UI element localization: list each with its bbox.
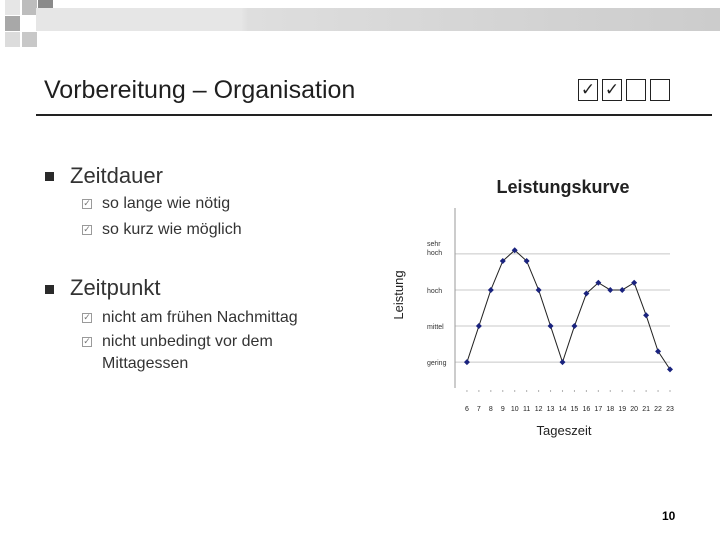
data-point	[619, 287, 625, 293]
deco-square	[22, 0, 37, 15]
x-tick	[478, 390, 479, 391]
x-tick-label: 18	[606, 406, 615, 413]
x-tick-label: 23	[666, 406, 674, 413]
x-axis-label: Tageszeit	[536, 423, 592, 438]
x-tick-label: 16	[582, 406, 591, 413]
data-point	[607, 287, 613, 293]
x-tick-label: 19	[618, 406, 627, 413]
data-point	[488, 287, 494, 293]
x-tick	[622, 390, 623, 391]
leistungskurve-chart	[380, 165, 700, 445]
data-point	[631, 280, 637, 286]
checkbox-checked-icon[interactable]: ✓	[602, 79, 622, 101]
square-bullet-icon	[45, 172, 54, 181]
x-tick	[657, 390, 658, 391]
deco-square	[5, 16, 20, 31]
x-tick	[669, 390, 670, 391]
checkbox-empty-icon[interactable]	[650, 79, 670, 101]
x-tick	[526, 390, 527, 391]
data-point	[536, 287, 542, 293]
chart-title: Leistungskurve	[496, 177, 630, 197]
data-point	[571, 323, 577, 329]
sub-bullet-text: so lange wie nötig	[102, 195, 231, 212]
x-tick-label: 22	[654, 406, 662, 413]
data-point	[476, 323, 482, 329]
checkbox-bullet-icon: ✓	[83, 199, 91, 209]
deco-square	[22, 32, 37, 47]
data-point	[667, 366, 673, 372]
x-tick-label: 6	[464, 406, 469, 413]
page-number: 10	[662, 509, 676, 523]
x-tick	[586, 390, 587, 391]
deco-square	[22, 16, 37, 31]
x-tick-label: 14	[558, 406, 567, 413]
title-divider	[36, 114, 712, 116]
x-tick-label: 8	[488, 406, 493, 413]
bullet-zeitdauer: Zeitdauer	[70, 163, 163, 188]
x-tick-label: 17	[594, 406, 603, 413]
y-level-label: hoch	[427, 287, 443, 295]
x-tick-label: 20	[630, 406, 639, 413]
x-tick	[574, 390, 575, 391]
x-tick-label: 13	[546, 406, 555, 413]
checkbox-group	[578, 79, 670, 101]
x-tick	[466, 390, 467, 391]
deco-square	[5, 32, 20, 47]
x-tick-label: 7	[476, 406, 481, 413]
x-tick-label: 9	[500, 406, 505, 413]
sub-bullet-text: nicht unbedingt vor dem Mittagessen	[102, 333, 273, 372]
deco-square	[5, 0, 20, 15]
x-tick-label: 11	[523, 406, 531, 413]
x-tick-label: 15	[570, 406, 579, 413]
data-point	[643, 312, 649, 318]
x-tick	[598, 390, 599, 391]
data-point	[655, 348, 661, 354]
header-band	[36, 8, 720, 31]
checkbox-bullet-icon: ✓	[83, 337, 91, 347]
x-tick	[562, 390, 563, 391]
y-axis-label: Leistung	[391, 270, 406, 320]
checkbox-bullet-icon: ✓	[83, 313, 91, 323]
x-tick	[538, 390, 539, 391]
data-point	[464, 359, 470, 365]
x-tick	[610, 390, 611, 391]
x-tick	[490, 390, 491, 391]
y-level-label: sehr hoch	[427, 240, 443, 257]
slide-title: Vorbereitung – Organisation	[44, 76, 356, 104]
x-tick	[646, 390, 647, 391]
checkbox-bullet-icon: ✓	[83, 225, 91, 235]
x-tick	[550, 390, 551, 391]
data-point	[548, 323, 554, 329]
bullet-zeitpunkt: Zeitpunkt	[70, 275, 161, 300]
y-level-label: mittel	[427, 324, 444, 332]
x-tick-label: 21	[642, 406, 651, 413]
sub-bullet-text: nicht am frühen Nachmittag	[102, 309, 298, 326]
x-tick	[502, 390, 503, 391]
square-bullet-icon	[45, 285, 54, 294]
checkbox-empty-icon[interactable]	[626, 79, 646, 101]
sub-bullet-text: so kurz wie möglich	[102, 221, 242, 238]
checkbox-checked-icon[interactable]: ✓	[578, 79, 598, 101]
y-level-label: gering	[427, 360, 447, 368]
x-tick	[634, 390, 635, 391]
data-point	[560, 359, 566, 365]
x-tick-label: 10	[510, 406, 519, 413]
series-line	[467, 250, 670, 369]
x-tick	[514, 390, 515, 391]
x-tick-label: 12	[534, 406, 543, 413]
